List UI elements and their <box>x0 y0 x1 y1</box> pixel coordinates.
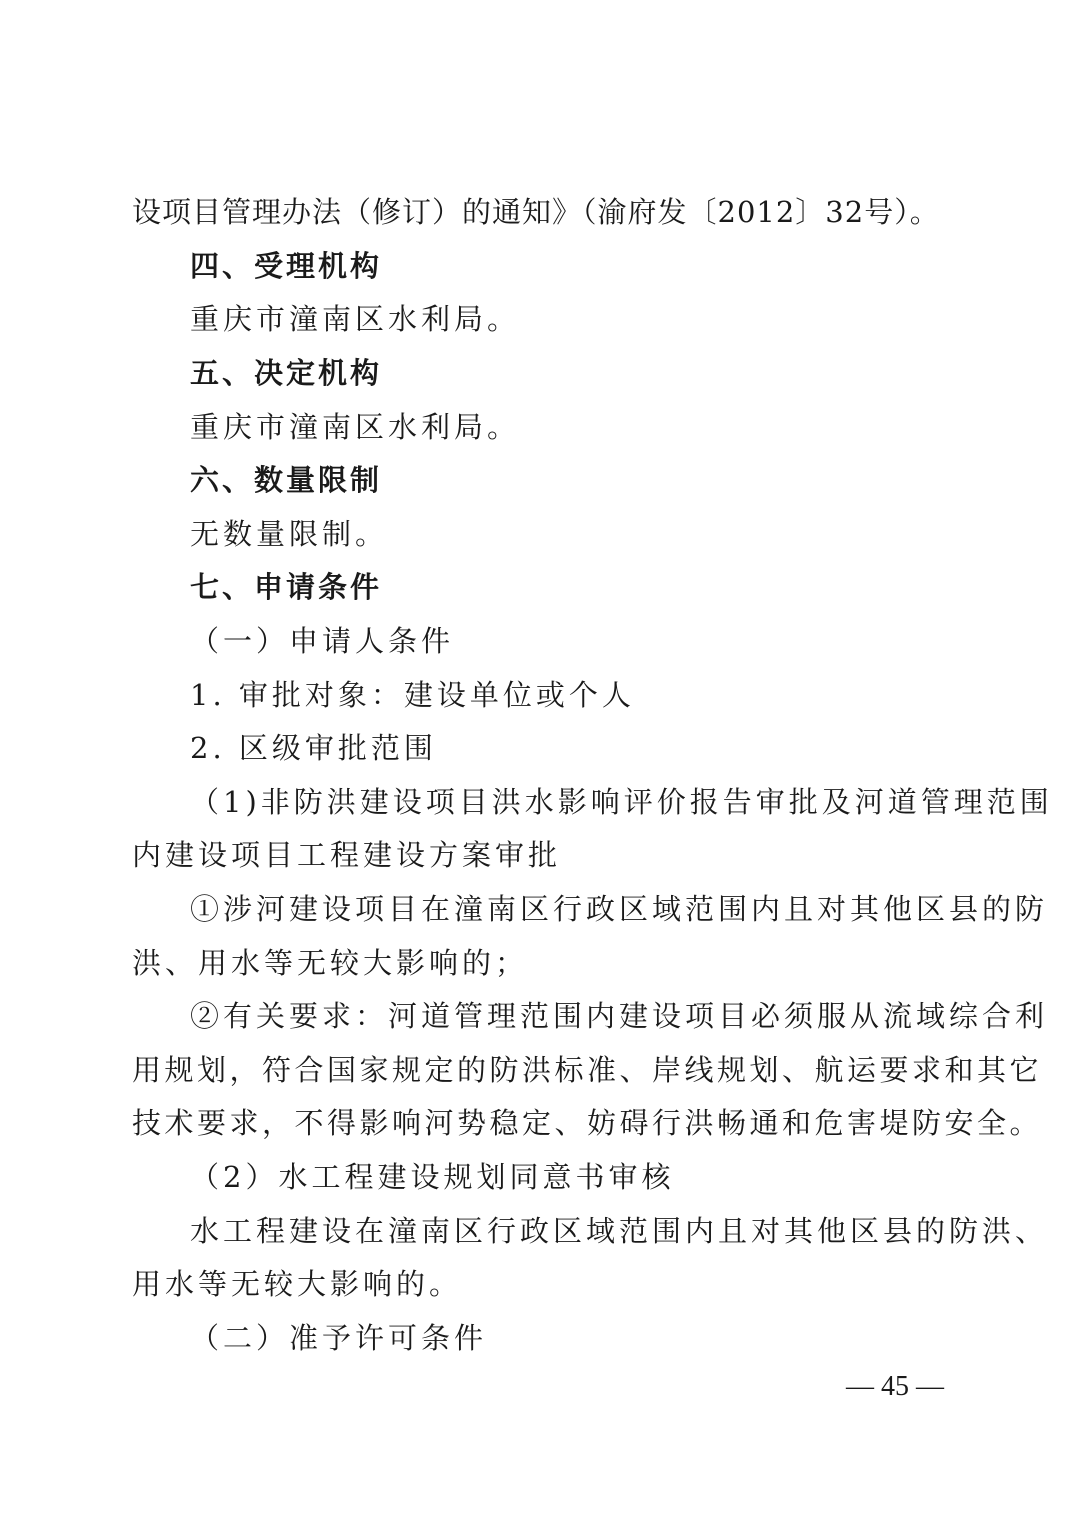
subsection-heading: （一）申请人条件 <box>190 624 455 658</box>
paragraph-text: 用水等无较大影响的。 <box>132 1267 463 1301</box>
paragraph-text: 重庆市潼南区水利局。 <box>190 302 521 336</box>
continuation-text: 设项目管理办法（修订）的通知》（渝府发〔2012〕32号）。 <box>132 195 940 229</box>
paragraph-text: 用规划，符合国家规定的防洪标准、岸线规划、航运要求和其它 <box>132 1053 1043 1087</box>
section-heading-6: 六、数量限制 <box>190 463 383 497</box>
paragraph-text: 技术要求，不得影响河势稳定、妨碍行洪畅通和危害堤防安全。 <box>132 1106 1043 1140</box>
paragraph-text: ①涉河建设项目在潼南区行政区域范围内且对其他区县的防 <box>190 892 1049 926</box>
section-heading-5: 五、决定机构 <box>190 356 383 390</box>
page-number: — 45 — <box>846 1371 944 1402</box>
paragraph-text: 水工程建设在潼南区行政区域范围内且对其他区县的防洪、 <box>190 1214 1049 1248</box>
section-heading-7: 七、申请条件 <box>190 570 383 604</box>
paragraph-text: 内建设项目工程建设方案审批 <box>132 838 562 872</box>
list-item: 1. 审批对象：建设单位或个人 <box>190 678 635 712</box>
paragraph-text: ②有关要求：河道管理范围内建设项目必须服从流域综合利 <box>190 999 1049 1033</box>
list-item: 2. 区级审批范围 <box>190 731 437 765</box>
section-heading-4: 四、受理机构 <box>190 249 383 283</box>
subsection-heading: （二）准予许可条件 <box>190 1321 488 1355</box>
paragraph-text: 洪、用水等无较大影响的； <box>132 946 529 980</box>
paragraph-text: 无数量限制。 <box>190 517 389 551</box>
paragraph-text: （2）水工程建设规划同意书审核 <box>190 1160 675 1194</box>
paragraph-text: 重庆市潼南区水利局。 <box>190 410 521 444</box>
paragraph-text: （1)非防洪建设项目洪水影响评价报告审批及河道管理范围 <box>190 785 1053 819</box>
